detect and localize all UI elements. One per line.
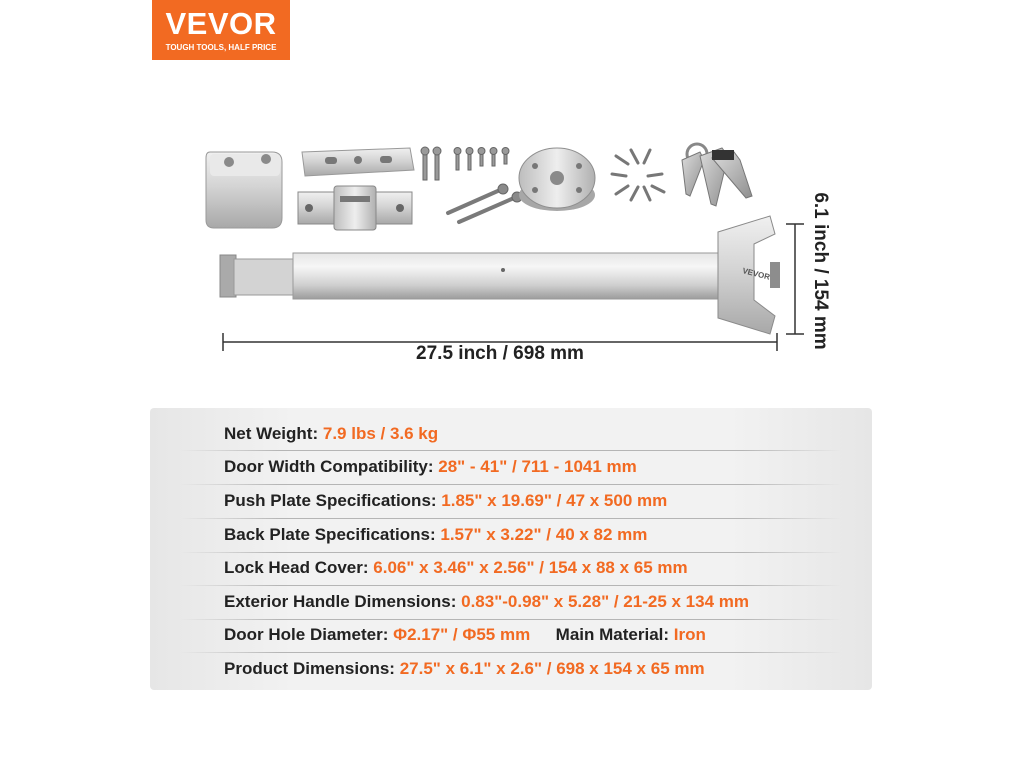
- spec-value: 1.85" x 19.69" / 47 x 500 mm: [441, 491, 668, 510]
- keys: [682, 144, 752, 206]
- spec-row-back-plate: [224, 518, 647, 552]
- spec-row-door-hole: [224, 618, 706, 652]
- spec-panel: [150, 408, 872, 690]
- latch-bracket: [298, 186, 412, 230]
- width-dimension-label: 27.5 inch / 698 mm: [416, 343, 584, 364]
- back-plate: [302, 148, 414, 176]
- lock-head-cover: [206, 152, 282, 228]
- spec-row-exterior-handle: [224, 585, 749, 619]
- spec-row-door-width: [224, 450, 637, 484]
- spec-key: Back Plate Specifications:: [224, 525, 436, 544]
- spec-row-push-plate: [224, 484, 667, 518]
- spec-key: Door Width Compatibility:: [224, 457, 434, 476]
- spec-key: Door Hole Diameter:: [224, 625, 389, 644]
- spec-value: 7.9 lbs / 3.6 kg: [322, 424, 439, 443]
- height-dimension-line: [786, 224, 804, 334]
- spec-row-net-weight: [224, 417, 438, 451]
- spec-key-material: Main Material:: [555, 625, 670, 644]
- bar-brand-mark: VEVOR: [741, 266, 771, 282]
- spec-value: Φ2.17" / Φ55 mm: [393, 625, 531, 644]
- spec-value: 0.83"-0.98" x 5.28" / 21-25 x 134 mm: [461, 592, 749, 611]
- push-bar: [220, 216, 780, 334]
- spec-key: Push Plate Specifications:: [224, 491, 437, 510]
- spec-value: 27.5" x 6.1" x 2.6" / 698 x 154 x 65 mm: [399, 659, 705, 678]
- spec-row-product-dimensions: [224, 652, 705, 686]
- spec-key: Lock Head Cover:: [224, 558, 369, 577]
- spec-row-lock-head-cover: [224, 551, 688, 585]
- spec-value: 6.06" x 3.46" x 2.56" / 154 x 88 x 65 mm: [373, 558, 688, 577]
- height-dimension-label: 6.1 inch / 154 mm: [810, 192, 831, 350]
- brand-tagline: TOUGH TOOLS, HALF PRICE: [165, 43, 277, 52]
- brand-name: VEVOR: [165, 6, 277, 41]
- spec-value: 1.57" x 3.22" / 40 x 82 mm: [440, 525, 648, 544]
- small-screws: [612, 150, 664, 200]
- spec-value-material: Iron: [673, 625, 706, 644]
- spec-key: Net Weight:: [224, 424, 319, 443]
- short-screws: [421, 147, 509, 180]
- long-bolts: [448, 184, 522, 222]
- exterior-round-plate: [519, 148, 595, 211]
- spec-value: 28" - 41" / 711 - 1041 mm: [438, 457, 637, 476]
- spec-key: Exterior Handle Dimensions:: [224, 592, 457, 611]
- spec-key: Product Dimensions:: [224, 659, 395, 678]
